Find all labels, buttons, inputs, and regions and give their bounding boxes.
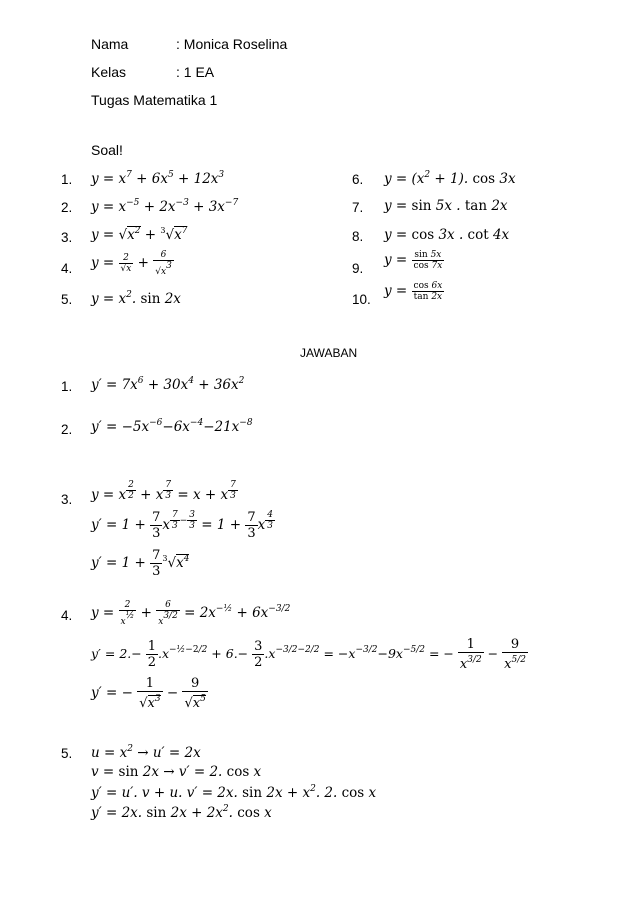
- soal-expr-9: y = $\frac{\sin 5x}{\cos 7x}$: [384, 250, 443, 271]
- jawaban-5-line-1: $u = x^2 \to u' = 2x$: [91, 744, 201, 761]
- soal-num-2: 2.: [61, 200, 73, 215]
- nama-label: Nama: [91, 36, 129, 52]
- kelas-label: Kelas: [91, 64, 127, 80]
- soal-expr-8: y = cos 3x . cot 4x: [384, 227, 510, 243]
- soal-num-7: 7.: [352, 200, 364, 215]
- jawaban-5-line-3: y′ = u′. v + u. v′ = 2x. $\sin 2x + x^2$. 2. cos x: [91, 784, 377, 801]
- soal-expr-4: y = $\frac{2}{√x}$ + $\frac{6}{√x^3}$: [91, 250, 172, 277]
- soal-expr-10: y = $\frac{\cos 6x}{\tan 2x}$: [384, 281, 443, 302]
- soal-num-5: 5.: [61, 292, 73, 307]
- jawaban-4-line-1: y = $\frac{2}{x^{\frac{1}{2}}}$ + $\frac{6}{x^{3/2}}$ = $2x^{-\frac{1}{2}} + 6x^{-3/2}$: [91, 600, 291, 627]
- jawaban-1-line-1: $y' = 7x^6 + 30x^4 + 36x^2$: [91, 376, 245, 393]
- jawaban-2-line-1: $y' = -5x^{-6}-6x^{-4}-21x^{-8}$: [91, 418, 253, 435]
- soal-expr-7: y = sin 5x . tan 2x: [384, 198, 508, 214]
- jawaban-num-2: 2.: [61, 422, 73, 437]
- jawaban-4-line-2: y′ = 2.− $\frac{1}{2}$ $.x^{-\frac{1}{2}-2/2} + 6.-$ $\frac{3}{2}$ $.x^{-3/2-2/2} = -x^{-3/2}-9x^{-5/2}$ = − $\frac{1}{x^{3/2}}$ − $\frac{9}{x^{5/2}}$: [91, 637, 526, 672]
- soal-num-6: 6.: [352, 172, 364, 187]
- soal-num-10: 10.: [352, 292, 371, 307]
- soal-num-4: 4.: [61, 261, 73, 276]
- soal-expr-3: $y = √x^2 + ^3√x^7$: [91, 226, 188, 243]
- kelas-value: : 1 EA: [176, 64, 215, 80]
- soal-expr-6: $y = (x^2 + 1)$. cos 3x: [384, 170, 516, 187]
- jawaban-5-line-4: y′ = 2x. $\sin 2x + 2x^2$. cos x: [91, 804, 272, 821]
- soal-expr-5: $y = x^2$. sin 2x: [91, 290, 181, 307]
- soal-title: Soal!: [91, 142, 123, 158]
- nama-value: : Monica Roselina: [176, 36, 288, 52]
- soal-expr-1: $y = x^7 + 6x^5 + 12x^3$: [91, 170, 225, 187]
- jawaban-num-1: 1.: [61, 379, 73, 394]
- jawaban-title: JAWABAN: [300, 346, 358, 360]
- soal-num-3: 3.: [61, 230, 73, 245]
- assignment-title: Tugas Matematika 1: [91, 92, 218, 108]
- jawaban-num-3: 3.: [61, 492, 73, 507]
- jawaban-4-line-3: y′ = − $\frac{1}{√x^3}$ − $\frac{9}{√x^5}$: [91, 676, 206, 711]
- jawaban-3-line-1: y = x $^{\frac{2}{2}}$ + x $^{\frac{7}{3}}$ = x + x $^{\frac{7}{3}}$: [91, 480, 236, 503]
- jawaban-3-line-2: y′ = 1 + $\frac{7}{3}$ x $^{\frac{7}{3} - \frac{3}{3}}$ = 1 + $\frac{7}{3}$ x $^{\frac{4}{3}}$: [91, 510, 274, 541]
- soal-num-8: 8.: [352, 229, 364, 244]
- soal-num-9: 9.: [352, 261, 364, 276]
- jawaban-num-5: 5.: [61, 746, 73, 761]
- soal-text-1: [0, 0, 1, 1]
- jawaban-num-4: 4.: [61, 608, 73, 623]
- jawaban-3-line-3: y′ = 1 + $\frac{7}{3}$ $^3√x^4$: [91, 548, 190, 579]
- jawaban-5-line-2: v = sin 2x → v′ = 2. cos x: [91, 764, 262, 780]
- soal-expr-2: $y = x^{-5} + 2x^{-3} + 3x^{-7}$: [91, 198, 239, 215]
- soal-num-1: 1.: [61, 172, 73, 187]
